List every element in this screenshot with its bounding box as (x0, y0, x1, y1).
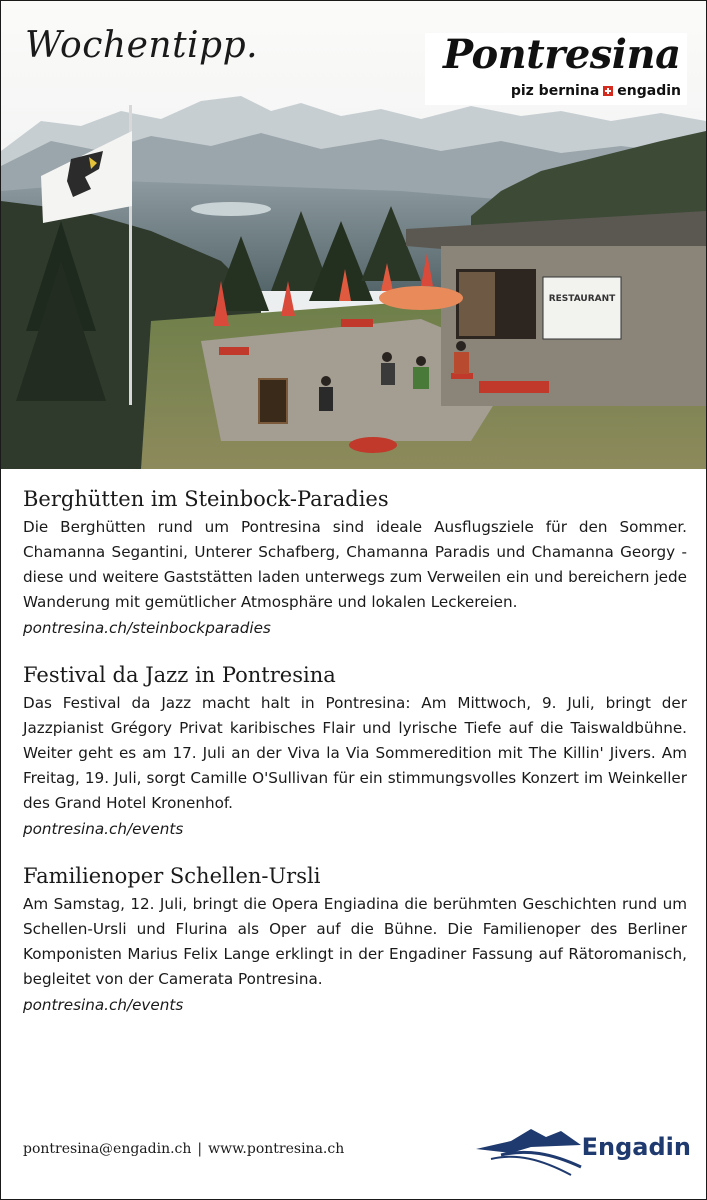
pontresina-logo[interactable] (425, 33, 687, 105)
section-title: Berghütten im Steinbock-Paradies (23, 487, 389, 511)
headline: Wochentipp. (25, 25, 259, 66)
footer-website[interactable]: www.pontresina.ch (208, 1141, 345, 1157)
section-link[interactable]: pontresina.ch/steinbockparadies (23, 619, 271, 637)
section-link[interactable]: pontresina.ch/events (23, 996, 184, 1014)
hut-sign-text: RESTAURANT (548, 294, 616, 304)
content (23, 487, 687, 1040)
logo-tagline-left: piz bernina (510, 83, 600, 99)
section-berghuetten (23, 487, 687, 641)
logo-name: Pontresina (443, 31, 681, 78)
section-title: Familienoper Schellen-Ursli (23, 864, 321, 888)
footer-separator: | (197, 1141, 203, 1157)
section-title: Festival da Jazz in Pontresina (23, 663, 336, 687)
engadin-logo[interactable] (471, 1119, 691, 1179)
section-body: Die Berghütten rund um Pontresina sind ideale Ausflugsziele für den Sommer. Chamanna Segantini, Unterer Schafberg, Chamanna Paradis und Chamanna Georgy - diese und weitere Gaststätten laden unterwegs zum Verweilen ein und bereichern jede Wanderung mit gemütlicher Atmosphäre und lokalen Leckereien. (23, 518, 687, 611)
section-body: Am Samstag, 12. Juli, bringt die Opera Engiadina die berühmten Geschichten rund um Schellen-Ursli und Flurina als Oper auf die Bühne. Die Familienoper des Berliner Komponisten Marius Felix Lange erklingt in der Engadiner Fassung auf Rätoromanisch, begleitet von der Camerata Pontresina. (23, 895, 687, 988)
engadin-mountain-icon (471, 1119, 591, 1179)
section-familienoper (23, 864, 687, 1018)
footer-email[interactable]: pontresina@engadin.ch (23, 1141, 192, 1157)
section-link[interactable]: pontresina.ch/events (23, 820, 184, 838)
logo-tagline (511, 83, 681, 99)
logo-tagline-right: engadin (617, 83, 681, 99)
swiss-cross-icon (603, 86, 613, 96)
section-body: Das Festival da Jazz macht halt in Pontresina: Am Mittwoch, 9. Juli, bringt der Jazzpianist Grégory Privat karibisches Flair und lyrische Tiefe auf die Taiswaldbühne. Weiter geht es am 17. Juli an der Viva la Via Sommeredition mit The Killin' Jivers. Am Freitag, 19. Juli, sorgt Camille O'Sullivan für ein stimmungsvolles Konzert im Weinkeller des Grand Hotel Kronenhof. (23, 694, 687, 812)
footer-contact (23, 1141, 344, 1157)
engadin-brand-text: Engadin (581, 1133, 691, 1161)
section-jazz (23, 663, 687, 842)
